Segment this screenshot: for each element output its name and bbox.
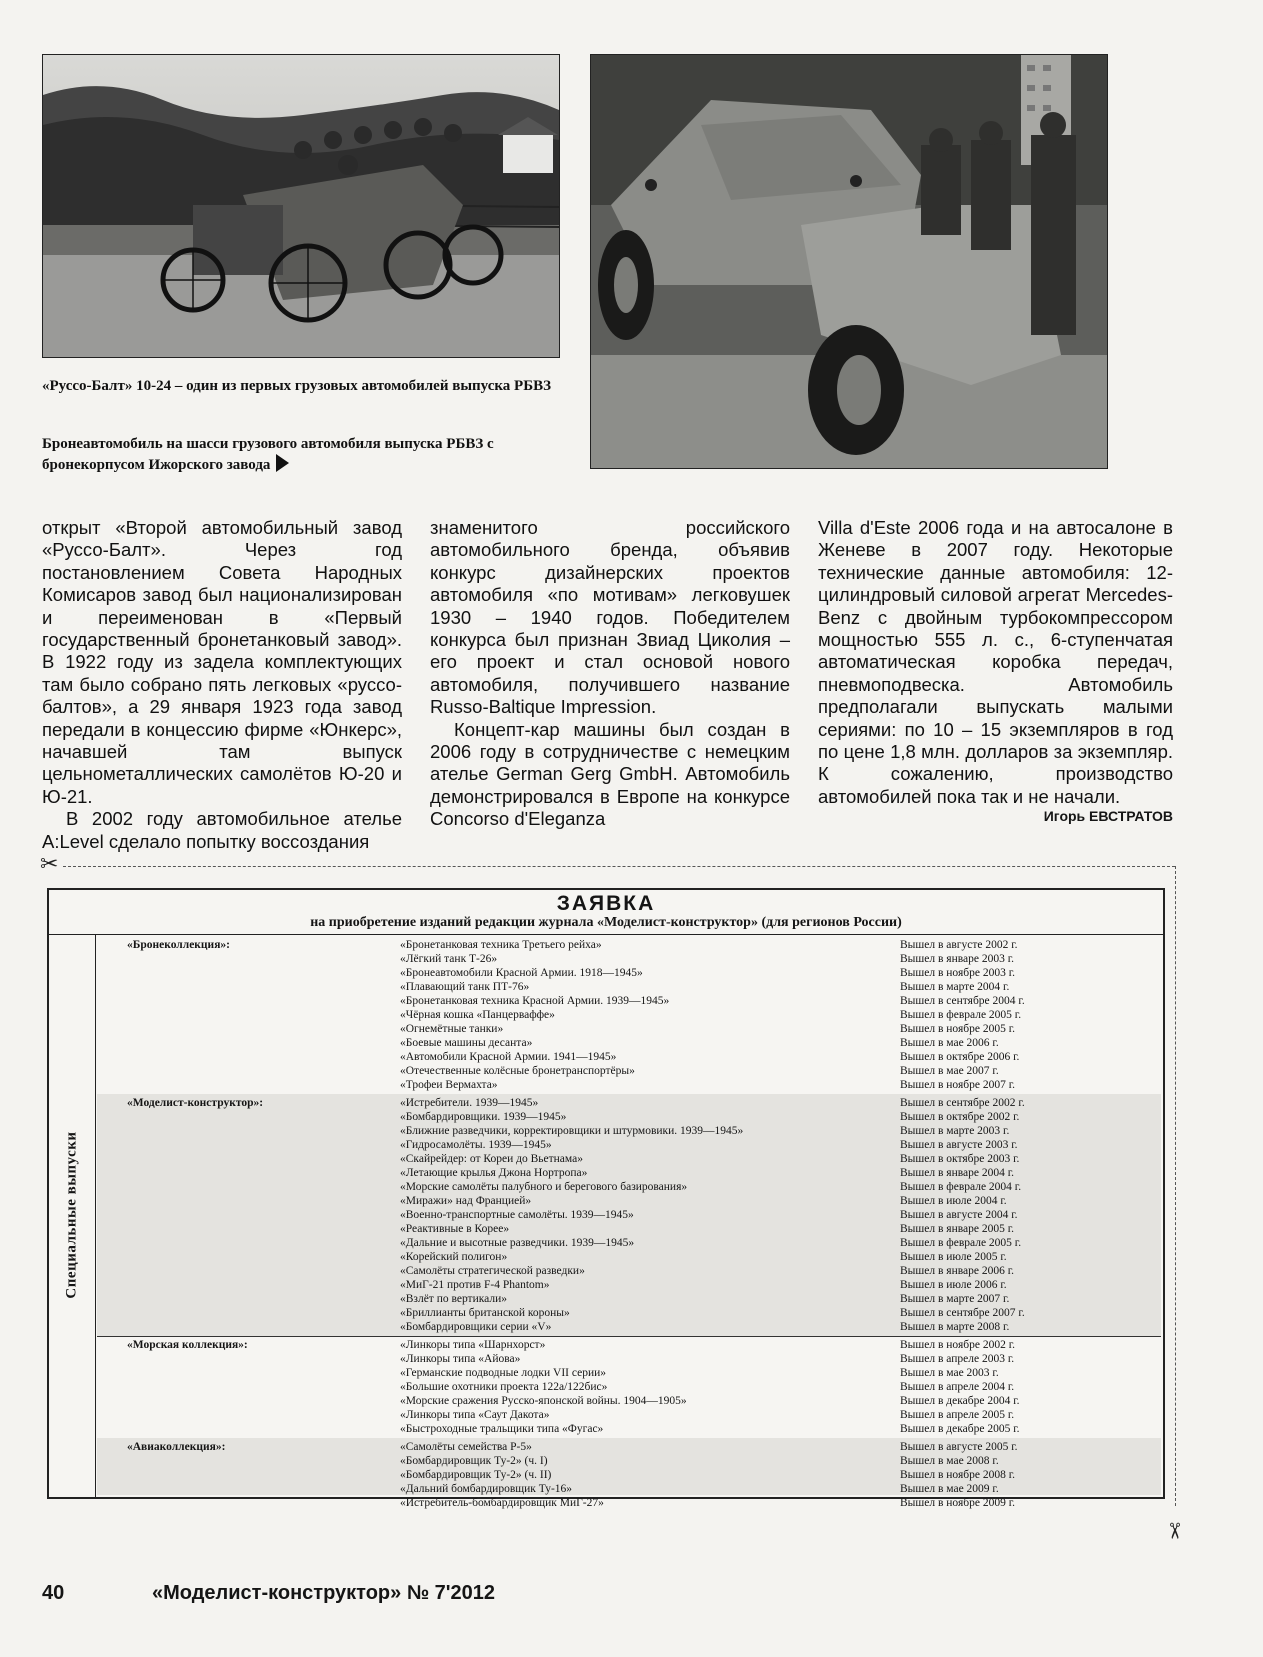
article-column-2 [430,517,790,831]
cut-line [63,866,1175,867]
list-item [400,1408,1160,1422]
section-items [400,1440,1160,1510]
item-date: Вышел в январе 2003 г. [900,953,1015,965]
list-item [400,1078,1160,1092]
section-name: «Моделист-конструктор»: [127,1097,264,1109]
item-title: «Самолёты стратегической разведки» [400,1265,585,1277]
article-column-1 [42,517,402,853]
item-date: Вышел в декабре 2004 г. [900,1395,1020,1407]
list-item [400,1008,1160,1022]
item-title: «Боевые машины десанта» [400,1037,533,1049]
list-item [400,1152,1160,1166]
item-date: Вышел в августе 2002 г. [900,939,1018,951]
item-title: «Бомбардировщики. 1939—1945» [400,1111,567,1123]
item-date: Вышел в августе 2004 г. [900,1209,1018,1221]
item-title: «Линкоры типа «Айова» [400,1353,521,1365]
item-date: Вышел в январе 2006 г. [900,1265,1015,1277]
magazine-issue: «Моделист-конструктор» № 7'2012 [152,1582,496,1604]
item-date: Вышел в марте 2008 г. [900,1321,1010,1333]
list-item [400,1422,1160,1436]
item-date: Вышел в декабре 2005 г. [900,1423,1020,1435]
item-title: «Бомбардировщик Ту-2» (ч. II) [400,1469,552,1481]
order-form-title: ЗАЯВКА [556,892,656,915]
photo2-caption [42,434,582,475]
item-title: «Корейский полигон» [400,1251,508,1263]
item-title: «Линкоры типа «Шарнхорст» [400,1339,546,1351]
list-item [400,1194,1160,1208]
item-title: «Отечественные колёсные бронетранспортёры» [400,1065,635,1077]
item-title: «Скайрейдер: от Кореи до Вьетнама» [400,1153,583,1165]
item-date: Вышел в сентябре 2002 г. [900,1097,1025,1109]
list-item [400,980,1160,994]
item-title: «Морские самолёты палубного и берегового базирования» [400,1181,688,1193]
section-items [400,938,1160,1092]
list-item [400,1264,1160,1278]
item-title: «Германские подводные лодки VII серии» [400,1367,607,1379]
article-paragraph: Villa d'Este 2006 года и на автосалоне в Женеве в 2007 году. Некоторые технические данные автомобиля: 12-цилиндровый силовой агрегат Mercedes-Benz с двойным турбокомпрессором мощностью 555 л. с., 6-ступенчатая автоматическая коробка передач, пневмоподвеска. Автомобиль предполагали выпускать малыми сериями: по 10 – 15 экземпляров в год по цене 1,8 млн. долларов за экземпляр. К сожалению, производство автомобилей пока так и не начали. [818,517,1173,807]
item-date: Вышел в октябре 2002 г. [900,1111,1020,1123]
item-date: Вышел в мае 2006 г. [900,1037,999,1049]
section-name: «Бронеколлекция»: [127,939,230,951]
article-paragraph: знаменитого российского автомобильного бренда, объявив конкурс дизайнерских проектов автомобиля «по мотивам» легковушек 1930 – 1940 годов. Победителем конкурса был признан Звиад Циколия – его проект и стал основой нового автомобиля, получившего название Russo-Baltique Impression. [430,517,790,718]
list-item [400,994,1160,1008]
item-date: Вышел в сентябре 2007 г. [900,1307,1025,1319]
item-title: «Военно-транспортные самолёты. 1939—1945» [400,1209,634,1221]
list-item [400,1292,1160,1306]
item-date: Вышел в октябре 2006 г. [900,1051,1020,1063]
item-title: «Бомбардировщики серии «V» [400,1321,552,1333]
item-title: «Огнемётные танки» [400,1023,504,1035]
item-date: Вышел в ноябре 2002 г. [900,1339,1015,1351]
list-item [400,1366,1160,1380]
list-item [400,1022,1160,1036]
item-date: Вышел в апреле 2003 г. [900,1353,1015,1365]
list-item [400,938,1160,952]
section-name: «Морская коллекция»: [127,1339,248,1351]
item-title: «Реактивные в Корее» [400,1223,510,1235]
article-paragraph: открыт «Второй автомобильный завод «Руссо-Балт». Через год постановлением Совета Народных Комисаров завод был национализирован и переименован в «Первый государственный бронетанковый завод». В 1922 году из задела комплектующих там было собрано пять легковых «руссо-балтов», а 29 января 1923 года завод передали в концессию фирме «Юнкерс», начавшей там выпуск цельнометаллических самолётов Ю-20 и Ю-21. [42,517,402,807]
list-item [400,1250,1160,1264]
article-column-3 [818,517,1173,808]
item-title: «МиГ-21 против F-4 Phantom» [400,1279,550,1291]
list-item [400,1222,1160,1236]
item-date: Вышел в марте 2007 г. [900,1293,1010,1305]
item-date: Вышел в августе 2003 г. [900,1139,1018,1151]
item-title: «Чёрная кошка «Панцерваффе» [400,1009,555,1021]
item-title: «Автомобили Красной Армии. 1941—1945» [400,1051,617,1063]
page-number: 40 [42,1582,65,1604]
item-date: Вышел в сентябре 2004 г. [900,995,1025,1007]
article-paragraph: В 2002 году автомобильное ателье A:Level сделало попытку воссоздания [42,808,402,852]
photo2-caption-text: Бронеавтомобиль на шасси грузового автомобиля выпуска РБВЗ с бронекорпусом Ижорского завода [42,436,494,473]
item-date: Вышел в январе 2005 г. [900,1223,1015,1235]
item-date: Вышел в январе 2004 г. [900,1167,1015,1179]
item-date: Вышел в мае 2003 г. [900,1367,999,1379]
item-title: «Морские сражения Русско-японской войны. 1904—1905» [400,1395,687,1407]
list-item [400,1064,1160,1078]
item-title: «Лёгкий танк Т-26» [400,953,498,965]
item-date: Вышел в феврале 2005 г. [900,1009,1022,1021]
item-date: Вышел в мае 2009 г. [900,1483,999,1495]
item-title: «Гидросамолёты. 1939—1945» [400,1139,552,1151]
list-item [400,1394,1160,1408]
form-section [97,1438,1161,1509]
side-label: Специальные выпуски [63,1131,80,1299]
list-item [400,1050,1160,1064]
list-item [400,1306,1160,1320]
form-section [97,936,1161,1095]
item-date: Вышел в мае 2008 г. [900,1455,999,1467]
section-name: «Авиаколлекция»: [127,1441,226,1453]
list-item [400,1338,1160,1352]
item-title: «Дальние и высотные разведчики. 1939—1945» [400,1237,635,1249]
list-item [400,1380,1160,1394]
photo1-caption: «Руссо-Балт» 10-24 – один из первых грузовых автомобилей выпуска РБВЗ [42,378,552,394]
item-date: Вышел в феврале 2004 г. [900,1181,1022,1193]
item-title: «Ближние разведчики, корректировщики и штурмовики. 1939—1945» [400,1125,744,1137]
item-title: «Бронетанковая техника Красной Армии. 1939—1945» [400,995,670,1007]
item-date: Вышел в октябре 2003 г. [900,1153,1020,1165]
item-date: Вышел в ноябре 2008 г. [900,1469,1015,1481]
list-item [400,952,1160,966]
item-date: Вышел в ноябре 2005 г. [900,1023,1015,1035]
list-item [400,966,1160,980]
scissors-icon: ✂ [1161,1521,1187,1541]
page-footer [42,1582,495,1605]
list-item [400,1468,1160,1482]
list-item [400,1454,1160,1468]
list-item [400,1352,1160,1366]
form-section [97,1094,1161,1337]
list-item [400,1440,1160,1454]
item-title: «Бриллианты британской короны» [400,1307,570,1319]
order-form-subtitle: на приобретение изданий редакции журнала «Моделист-конструктор» (для регионов России) [310,915,902,930]
item-title: «Взлёт по вертикали» [400,1293,507,1305]
item-date: Вышел в августе 2005 г. [900,1441,1018,1453]
item-title: «Истребители. 1939—1945» [400,1097,539,1109]
photo-russo-balt-truck [42,54,560,358]
list-item [400,1208,1160,1222]
item-date: Вышел в мае 2007 г. [900,1065,999,1077]
item-date: Вышел в апреле 2004 г. [900,1381,1015,1393]
item-date: Вышел в феврале 2005 г. [900,1237,1022,1249]
item-title: «Бомбардировщик Ту-2» (ч. I) [400,1455,548,1467]
item-title: «Линкоры типа «Саут Дакота» [400,1409,550,1421]
list-item [400,1278,1160,1292]
list-item [400,1166,1160,1180]
section-items [400,1338,1160,1436]
article-paragraph: Концепт-кар машины был создан в 2006 году в сотрудничестве с немецким ателье German Gerg GmbH. Автомобиль демонстрировался в Европе на конкурсе Concorso d'Eleganza [430,718,790,830]
item-title: «Трофеи Вермахта» [400,1079,498,1091]
item-date: Вышел в апреле 2005 г. [900,1409,1015,1421]
item-title: «Летающие крылья Джона Нортропа» [400,1167,588,1179]
item-date: Вышел в июле 2004 г. [900,1195,1007,1207]
pointer-arrow-icon [276,454,289,472]
item-title: «Плавающий танк ПТ-76» [400,981,530,993]
list-item [400,1180,1160,1194]
item-date: Вышел в июле 2005 г. [900,1251,1007,1263]
item-date: Вышел в марте 2004 г. [900,981,1010,993]
order-form-header [49,890,1163,935]
list-item [400,1096,1160,1110]
item-date: Вышел в июле 2006 г. [900,1279,1007,1291]
list-item [400,1496,1160,1510]
list-item [400,1110,1160,1124]
item-title: «Большие охотники проекта 122а/122бис» [400,1381,608,1393]
list-item [400,1236,1160,1250]
side-label-cell [49,934,96,1497]
item-date: Вышел в ноябре 2003 г. [900,967,1015,979]
list-item [400,1138,1160,1152]
list-item [400,1320,1160,1334]
list-item [400,1036,1160,1050]
article-author: Игорь ЕВСТРАТОВ [1043,808,1173,824]
item-date: Вышел в марте 2003 г. [900,1125,1010,1137]
list-item [400,1124,1160,1138]
photo-armored-car [590,54,1108,469]
item-date: Вышел в ноябре 2007 г. [900,1079,1015,1091]
item-date: Вышел в ноябре 2009 г. [900,1497,1015,1509]
order-form [47,888,1165,1509]
item-title: «Быстроходные тральщики типа «Фугас» [400,1423,604,1435]
item-title: «Истребитель-бомбардировщик МиГ-27» [400,1497,604,1509]
item-title: «Бронетанковая техника Третьего рейха» [400,939,602,951]
item-title: «Бронеавтомобили Красной Армии. 1918—1945» [400,967,643,979]
item-title: «Миражи» над Францией» [400,1195,532,1207]
section-items [400,1096,1160,1334]
item-title: «Дальний бомбардировщик Ту-16» [400,1483,573,1495]
list-item [400,1482,1160,1496]
cut-line-vertical [1175,866,1176,1506]
scissors-icon: ✂ [40,852,59,877]
form-section [97,1336,1161,1439]
item-title: «Самолёты семейства Р-5» [400,1441,532,1453]
